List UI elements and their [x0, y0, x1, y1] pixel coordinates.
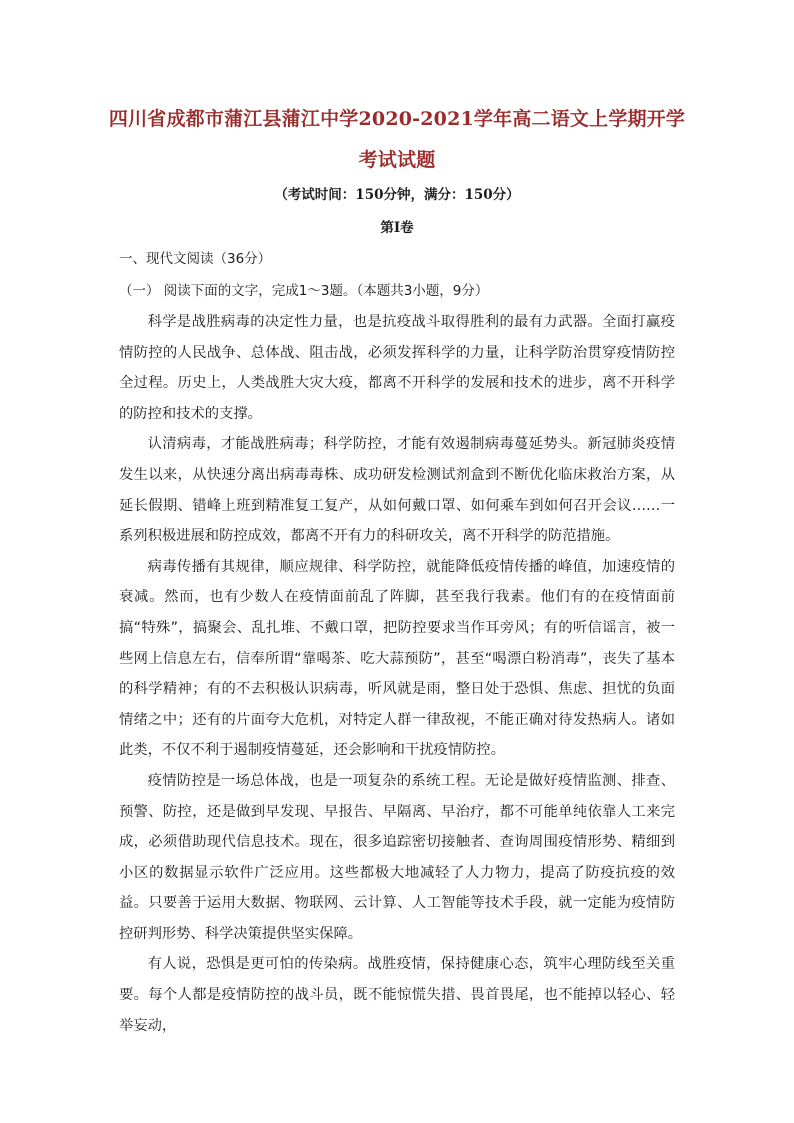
document-title-line-2: 考试试题 — [358, 149, 436, 171]
document-title-line-1: 四川省成都市蒲江县蒲江中学2020-2021学年高二语文上学期开学 — [108, 108, 686, 130]
passage-paragraph-3: 病毒传播有其规律，顺应规律、科学防控，就能降低疫情传播的峰值，加速疫情的衰减。然而，也有少数人在疫情面前乱了阵脚，甚至我行我素。他们有的在疫情面前搞“特殊”，搞聚会、乱扎堆、不戴口罩，把防控要求当作耳旁风；有的听信谣言，被一些网上信息左右，信奉所谓“靠喝茶、吃大蒜预防”，甚至“喝漂白粉消毒”，丧失了基本的科学精神；有的不去积极认识病毒，听风就是雨，整日处于恐惧、焦虑、担忧的负面情绪之中；还有的片面夸大危机，对特定人群一律敌视，不能正确对待发热病人。诸如此类，不仅不利于遏制疫情蔓延，还会影响和干扰疫情防控。 — [119, 558, 675, 759]
passage-paragraph-5: 有人说，恐惧是更可怕的传染病。战胜疫情，保持健康心态，筑牢心理防线至关重要。每个人都是疫情防控的战斗员，既不能惊慌失措、畏首畏尾，也不能掉以轻心、轻举妄动， — [119, 956, 675, 1034]
passage-paragraph-1: 科学是战胜病毒的决定性力量，也是抗疫战斗取得胜利的最有力武器。全面打赢疫情防控的人民战争、总体战、阻击战，必须发挥科学的力量，让科学防治贯穿疫情防控全过程。历史上，人类战胜大灾大疫，都离不开科学的发展和技术的进步，离不开科学的防控和技术的支撑。 — [119, 314, 675, 422]
volume-label: 第Ⅰ卷 — [380, 220, 414, 236]
reading-passage — [119, 307, 675, 1041]
section-heading: 一、现代文阅读（36分） — [119, 251, 272, 267]
subsection-heading: （一） 阅读下面的文字，完成1～3题。（本题共3小题，9分） — [119, 283, 489, 299]
exam-time-info: （考试时间：150分钟，满分：150分） — [274, 187, 520, 203]
passage-paragraph-2: 认清病毒，才能战胜病毒；科学防控，才能有效遏制病毒蔓延势头。新冠肺炎疫情发生以来，从快速分离出病毒毒株、成功研发检测试剂盒到不断优化临床救治方案，从延长假期、错峰上班到精准复工复产，从如何戴口罩、如何乘车到如何召开会议……一系列积极进展和防控成效，都离不开有力的科研攻关，离不开科学的防范措施。 — [119, 436, 675, 545]
passage-paragraph-4: 疫情防控是一场总体战，也是一项复杂的系统工程。无论是做好疫情监测、排查、预警、防控，还是做到早发现、早报告、早隔离、早治疗，都不可能单纯依靠人工来完成，必须借助现代信息技术。现在，很多追踪密切接触者、查询周围疫情形势、精细到小区的数据显示软件广泛应用。这些都极大地减轻了人力物力，提高了防疫抗疫的效益。只要善于运用大数据、物联网、云计算、人工智能等技术手段，就一定能为疫情防控研判形势、科学决策提供坚实保障。 — [119, 772, 675, 942]
